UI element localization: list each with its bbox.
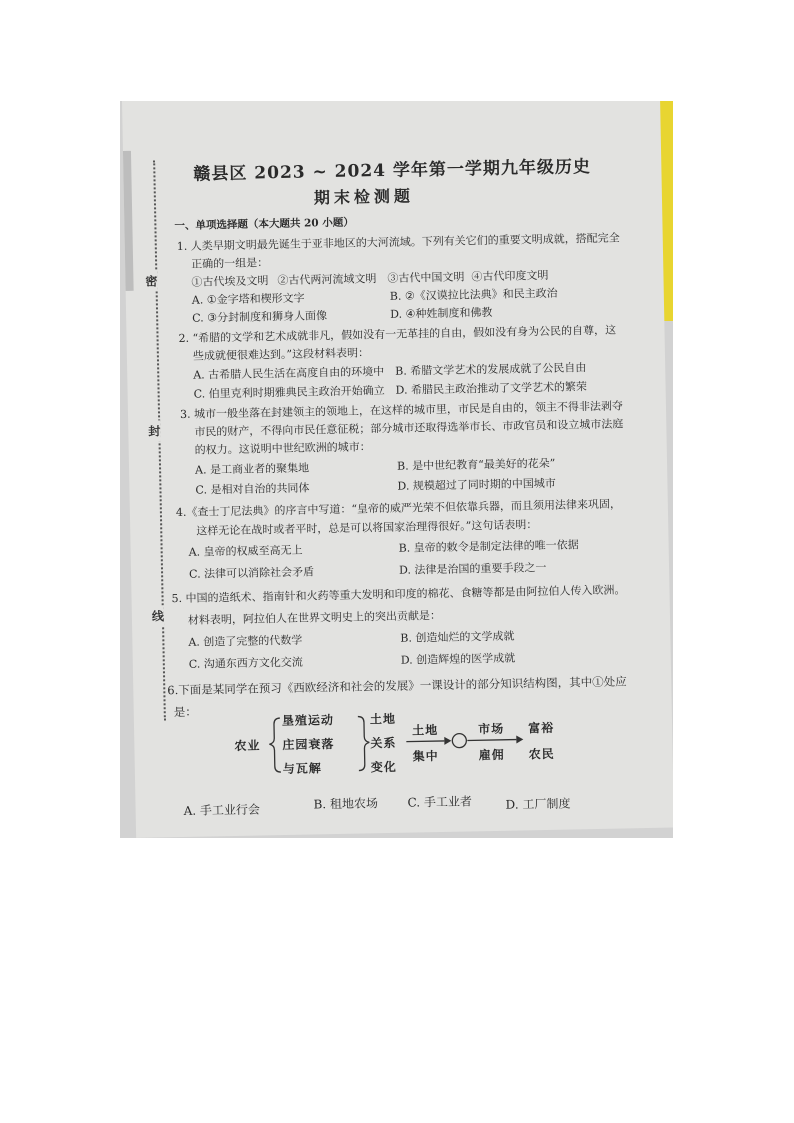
question-5-option-b: B. 创造灿烂的文学成就 — [400, 629, 515, 645]
diagram-branch-2: 庄园衰落 — [282, 737, 335, 753]
question-4-option-b: B. 皇帝的敕令是制定法律的唯一依据 — [398, 538, 579, 555]
question-1-item-1: ①古代埃及文明 — [191, 274, 269, 289]
arrow-2-line — [467, 740, 516, 741]
diagram-arrow-1-bottom: 集中 — [412, 749, 439, 764]
question-1-option-d: D. ④种姓制度和佛教 — [390, 305, 493, 321]
question-1-item-4: ④古代印度文明 — [471, 268, 549, 284]
section-heading: 一、单项选择题（本大题共 20 小题） — [174, 216, 354, 233]
question-3-line-3: 的权力。这说明中世纪欧洲的城市： — [194, 440, 371, 457]
arrow-1-line — [406, 741, 444, 742]
question-2-option-b: B. 希腊文学艺术的发展成就了公民自由 — [395, 361, 587, 378]
question-3-option-d: D. 规模超过了同时期的中国城市 — [397, 476, 556, 493]
question-3-option-c: C. 是相对自治的共同体 — [195, 481, 310, 497]
diagram-end-bottom: 农民 — [528, 746, 555, 762]
question-1-option-c: C. ③分封制度和狮身人面像 — [192, 309, 328, 325]
diagram-branch-3: 与瓦解 — [282, 761, 322, 777]
question-6-option-a: A. 手工业行会 — [183, 802, 261, 818]
question-6-line-1: 6.下面是某同学在预习《西欧经济和社会的发展》一课设计的部分知识结构图，其中①处应 — [167, 674, 627, 698]
question-5-line-1: 5. 中国的造纸术、指南针和火药等重大发明和印度的棉花、食糖等都是由阿拉伯人传入欧洲。 — [171, 583, 626, 606]
question-1-option-a: A. ①金字塔和楔形文字 — [191, 291, 305, 307]
diagram-mid-1: 土地 — [369, 711, 397, 727]
question-2-line-1: 2. “希腊的文学和艺术成就非凡，假如没有一无革挂的自由，假如没有身为公民的自尊，这 — [178, 323, 617, 345]
question-1-option-b: B. ②《汉谟拉比法典》和民主政治 — [389, 286, 558, 303]
arrow-2-head — [516, 735, 523, 743]
question-4-option-c: C. 法律可以消除社会矛盾 — [188, 565, 315, 581]
diagram-arrow-1-top: 土地 — [412, 723, 439, 738]
question-5-line-2: 材料表明，阿拉伯人在世界文明史上的突出贡献是： — [187, 608, 442, 627]
question-2-line-2: 些成就便很难达到。”这段材料表明： — [192, 346, 370, 363]
diagram-arrow-2-top: 市场 — [477, 721, 505, 737]
margin-label-xian: 线 — [152, 605, 164, 626]
question-3-option-b: B. 是中世纪教育“最美好的花朵” — [396, 456, 556, 473]
question-4-option-d: D. 法律是治国的重要手段之一 — [398, 560, 547, 577]
exam-sheet — [122, 101, 673, 838]
right-brace — [358, 716, 370, 770]
diagram-end-top: 富裕 — [527, 720, 555, 736]
photo — [120, 101, 673, 838]
diagram-mid-3: 变化 — [370, 759, 397, 775]
question-5-option-a: A. 创造了完整的代数学 — [188, 633, 303, 649]
arrow-1-head — [444, 737, 451, 745]
diagram-mid-2: 关系 — [370, 735, 397, 751]
question-6-option-b: B. 租地农场 — [313, 796, 379, 812]
question-5-option-d: D. 创造辉煌的医学成就 — [400, 651, 516, 667]
knowledge-structure-diagram — [234, 704, 575, 781]
left-strip — [123, 151, 134, 291]
diagram-branch-1: 垦殖运动 — [281, 713, 335, 729]
question-5-option-c: C. 沟通东西方文化交流 — [188, 655, 303, 671]
question-4-line-2: 这样无论在战时或者平时，总是可以将国家治理得很好。”这句话表明： — [196, 518, 538, 538]
left-brace — [269, 718, 281, 772]
question-3-line-2: 市民的财产，不得向市民任意征税；部分城市还取得选举市长、市政官员和设立城市法庭 — [194, 417, 624, 439]
question-2-option-c: C. 伯里克利时期雅典民主政治开始确立 — [193, 384, 385, 401]
question-6-option-d: D. 工厂制度 — [505, 796, 571, 812]
question-4-line-1: 4.《查士丁尼法典》的序言中写道：“皇帝的威严光荣不但依靠兵器，而且须用法律来巩固， — [175, 497, 622, 520]
question-2-option-a: A. 古希腊人民生活在高度自由的环境中 — [193, 365, 385, 382]
diagram-blank-node — [454, 733, 463, 744]
question-6-line-2: 是： — [173, 704, 197, 720]
question-1-line-2: 正确的一组是： — [191, 256, 269, 271]
question-1-item-3: ③古代中国文明 — [387, 270, 465, 285]
page-subtitle: 期末检测题 — [313, 186, 415, 208]
question-1-item-2: ②古代两河流域文明 — [277, 272, 377, 288]
question-4-option-a: A. 皇帝的权威至高无上 — [188, 543, 303, 559]
question-3-option-a: A. 是工商业者的聚集地 — [194, 461, 310, 477]
question-1-line-1: 1. 人类早期文明最先诞生于亚非地区的大河流域。下列有关它们的重要文明成就，搭配完全 — [176, 231, 620, 253]
question-2-option-d: D. 希腊民主政治推动了文学艺术的繁荣 — [395, 380, 588, 397]
question-6-option-c: C. 手工业者 — [407, 794, 473, 810]
margin-label-mi: 密 — [145, 270, 157, 291]
diagram-arrow-2-bottom: 雇佣 — [478, 747, 505, 763]
margin-label-feng: 封 — [148, 420, 160, 441]
diagram-start: 农业 — [234, 738, 261, 753]
page-title: 赣县区 2023 ~ 2024 学年第一学期九年级历史 — [193, 157, 592, 185]
question-3-line-1: 3. 城市一般坐落在封建领主的领地上，在这样的城市里，市民是自由的，领主不得非法剥夺 — [179, 399, 624, 421]
